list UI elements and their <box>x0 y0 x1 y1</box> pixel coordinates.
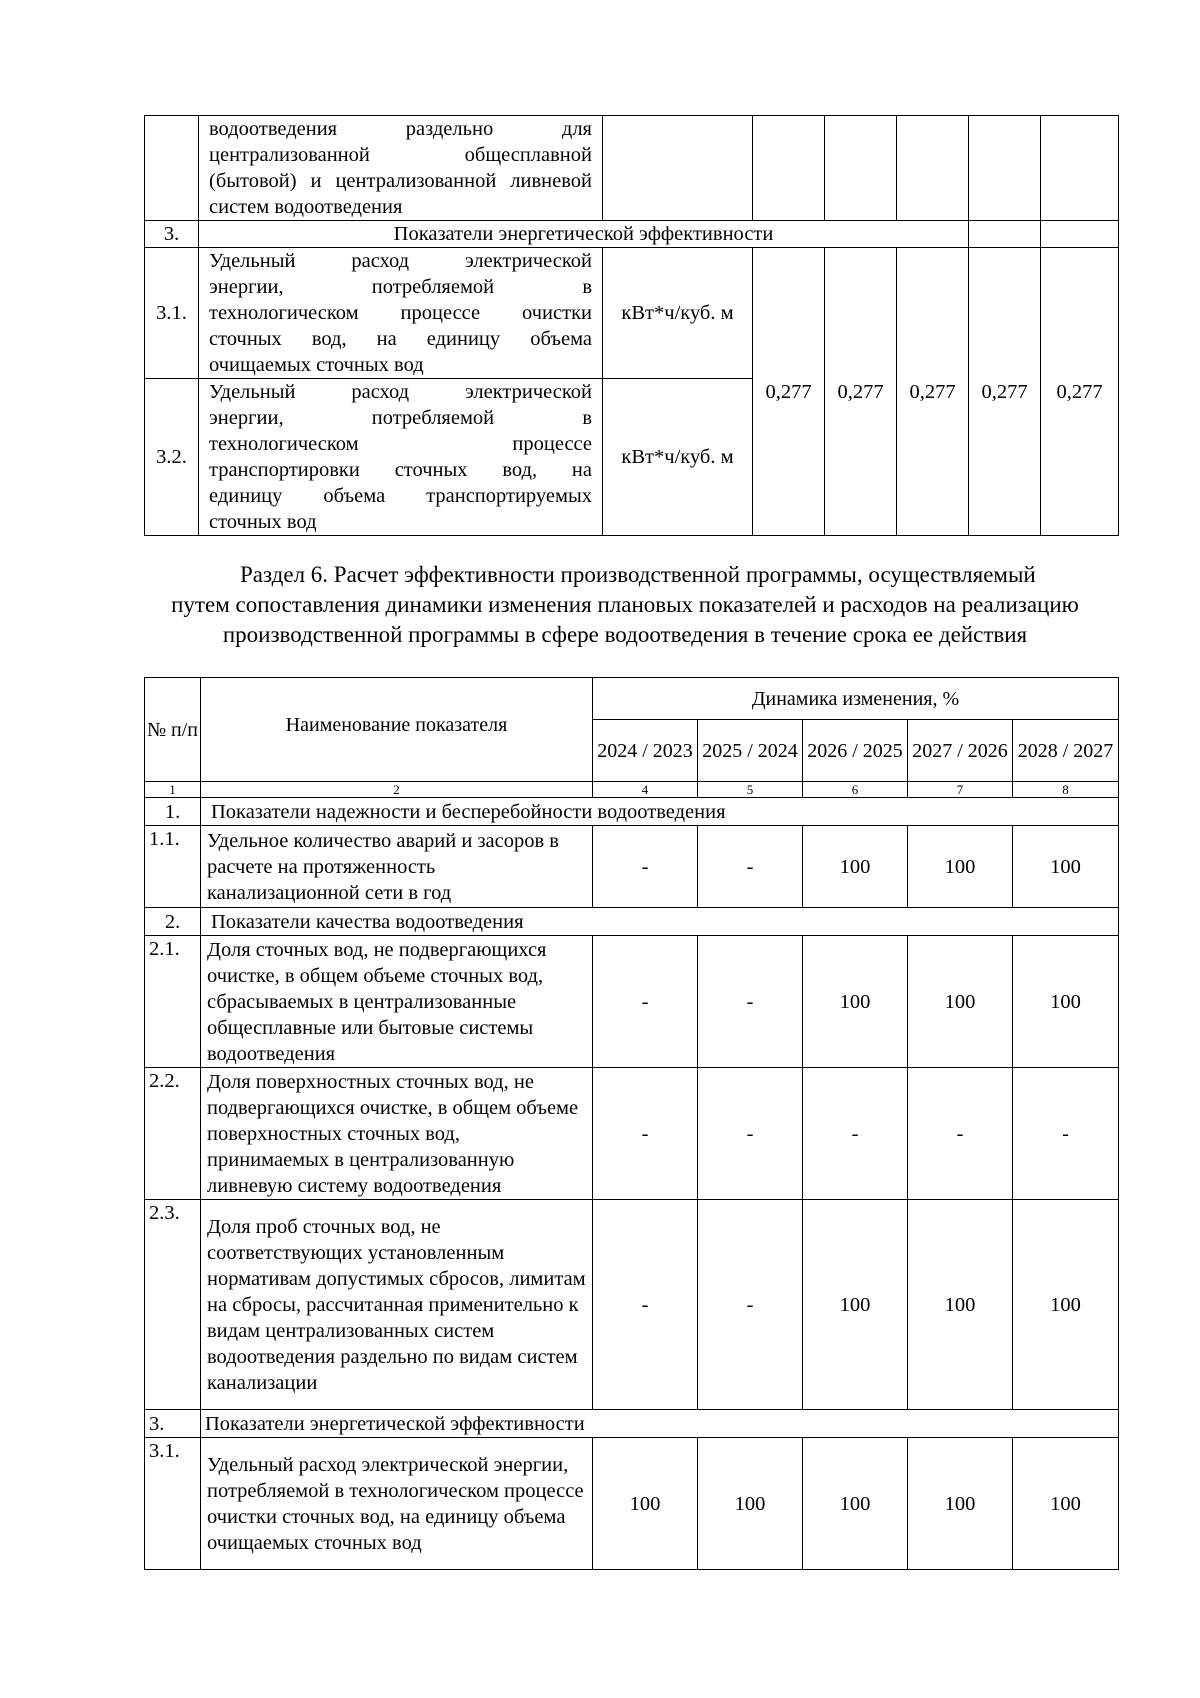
value: 100 <box>908 826 1013 908</box>
value: 0,277 <box>1041 248 1119 536</box>
section-title: Показатели надежности и бесперебойности водоотведения <box>201 798 1119 826</box>
unit: кВт*ч/куб. м <box>603 379 753 536</box>
value: 100 <box>803 936 908 1068</box>
value: 100 <box>908 936 1013 1068</box>
value: 100 <box>908 1438 1013 1570</box>
unit: кВт*ч/куб. м <box>603 248 753 379</box>
table-row <box>145 936 1119 1068</box>
row-description: Доля сточных вод, не подвергающихся очистке, в общем объеме сточных вод, сбрасываемых в централизованные общесплавные или бытовые системы водоотведения <box>201 936 593 1068</box>
cell <box>1041 221 1119 248</box>
line: (бытовой) и централизованной ливневой <box>209 170 592 192</box>
row-number: 2.2. <box>145 1068 201 1200</box>
section-row <box>145 908 1119 936</box>
cell <box>1041 116 1119 221</box>
value: - <box>803 1068 908 1200</box>
value: 100 <box>593 1438 698 1570</box>
section-number: 3. <box>145 1410 201 1438</box>
section-title: Показатели энергетической эффективности <box>201 1410 1119 1438</box>
cell <box>969 116 1041 221</box>
header-row <box>145 678 1119 720</box>
index-cell: 5 <box>698 782 803 798</box>
value: - <box>698 826 803 908</box>
line: очищаемых сточных вод <box>209 354 424 376</box>
heading-line: производственной программы в сфере водоотведения в течение срока ее действия <box>222 622 1028 647</box>
line: водоотведения раздельно для <box>209 118 592 140</box>
section-title: Показатели качества водоотведения <box>201 908 1119 936</box>
line: транспортировки сточных вод, на <box>209 459 592 481</box>
table-row <box>145 1068 1119 1200</box>
value: 100 <box>1013 1200 1119 1410</box>
value: - <box>698 1200 803 1410</box>
cell <box>897 116 969 221</box>
line: сточных вод <box>209 511 317 533</box>
value: - <box>593 1068 698 1200</box>
year-header: 2026 / 2025 <box>803 720 908 782</box>
row-description <box>199 379 603 536</box>
value: 100 <box>803 826 908 908</box>
line: энергии, потребляемой в <box>209 407 592 429</box>
value: 100 <box>698 1438 803 1570</box>
continuation-num <box>145 116 199 221</box>
row-description: Удельный расход электрической энергии, потребляемой в технологическом процессе очистки сточных вод, на единицу объема очищаемых сточных вод <box>201 1438 593 1570</box>
value: - <box>593 1200 698 1410</box>
row-number: 3.1. <box>145 1438 201 1570</box>
heading-line: путем сопоставления динамики изменения плановых показателей и расходов на реализацию <box>171 592 1079 617</box>
efficiency-table <box>144 677 1119 1570</box>
continuation-row <box>145 116 1119 221</box>
value: - <box>593 826 698 908</box>
index-cell: 7 <box>908 782 1013 798</box>
value: 0,277 <box>753 248 825 536</box>
row-number: 3.1. <box>145 248 199 379</box>
year-header: 2024 / 2023 <box>593 720 698 782</box>
value: 100 <box>908 1200 1013 1410</box>
value: - <box>908 1068 1013 1200</box>
section-number: 2. <box>145 908 201 936</box>
index-cell: 6 <box>803 782 908 798</box>
value: 100 <box>803 1200 908 1410</box>
value: - <box>698 936 803 1068</box>
line: технологическом процессе очистки <box>209 302 592 324</box>
row-number: 2.3. <box>145 1200 201 1410</box>
row-number: 3.2. <box>145 379 199 536</box>
line: Удельный расход электрической <box>209 250 592 272</box>
continued-table <box>144 115 1119 536</box>
cell <box>969 221 1041 248</box>
value: 100 <box>1013 1438 1119 1570</box>
line: централизованной общесплавной <box>209 144 592 166</box>
col-dynamics-header: Динамика изменения, % <box>593 678 1119 720</box>
value: - <box>593 936 698 1068</box>
year-header: 2027 / 2026 <box>908 720 1013 782</box>
value: 0,277 <box>969 248 1041 536</box>
index-cell: 8 <box>1013 782 1119 798</box>
table-row <box>145 1200 1119 1410</box>
line: систем водоотведения <box>209 196 403 218</box>
section-title: Показатели энергетической эффективности <box>199 221 969 248</box>
section-number: 1. <box>145 798 201 826</box>
cell <box>825 116 897 221</box>
row-number: 2.1. <box>145 936 201 1068</box>
row-description: Доля проб сточных вод, не соответствующих установленным нормативам допустимых сбросов, лимитам на сбросы, рассчитанная применительно к видам централизованных систем водоотведения раздельно по видам систем канализации <box>201 1200 593 1410</box>
index-cell: 2 <box>201 782 593 798</box>
heading-line: Раздел 6. Расчет эффективности производственной программы, осуществляемый <box>240 562 1036 587</box>
line: Удельный расход электрической <box>209 381 592 403</box>
row-description <box>199 248 603 379</box>
section-row <box>145 221 1119 248</box>
value: 0,277 <box>825 248 897 536</box>
row-number: 1.1. <box>145 826 201 908</box>
cell <box>753 116 825 221</box>
index-cell: 1 <box>145 782 201 798</box>
index-row <box>145 782 1119 798</box>
continuation-text <box>199 116 603 221</box>
section-row <box>145 798 1119 826</box>
line: энергии, потребляемой в <box>209 276 592 298</box>
col-num-header: № п/п <box>145 678 201 782</box>
line: сточных вод, на единицу объема <box>209 328 592 350</box>
col-name-header: Наименование показателя <box>201 678 593 782</box>
cell <box>603 116 753 221</box>
index-cell: 4 <box>593 782 698 798</box>
value: 100 <box>1013 936 1119 1068</box>
year-header: 2025 / 2024 <box>698 720 803 782</box>
table-row <box>145 826 1119 908</box>
row-description: Удельное количество аварий и засоров в расчете на протяженность канализационной сети в год <box>201 826 593 908</box>
section-number: 3. <box>145 221 199 248</box>
line: технологическом процессе <box>209 433 592 455</box>
year-header: 2028 / 2027 <box>1013 720 1119 782</box>
value: - <box>1013 1068 1119 1200</box>
value: 100 <box>1013 826 1119 908</box>
section-row <box>145 1410 1119 1438</box>
line: единицу объема транспортируемых <box>209 485 592 507</box>
value: 0,277 <box>897 248 969 536</box>
table-row <box>145 248 1119 379</box>
value: 100 <box>803 1438 908 1570</box>
table-row <box>145 1438 1119 1570</box>
value: - <box>698 1068 803 1200</box>
section-heading <box>130 560 1120 650</box>
row-description: Доля поверхностных сточных вод, не подвергающихся очистке, в общем объеме поверхностных сточных вод, принимаемых в централизованную ливневую систему водоотведения <box>201 1068 593 1200</box>
